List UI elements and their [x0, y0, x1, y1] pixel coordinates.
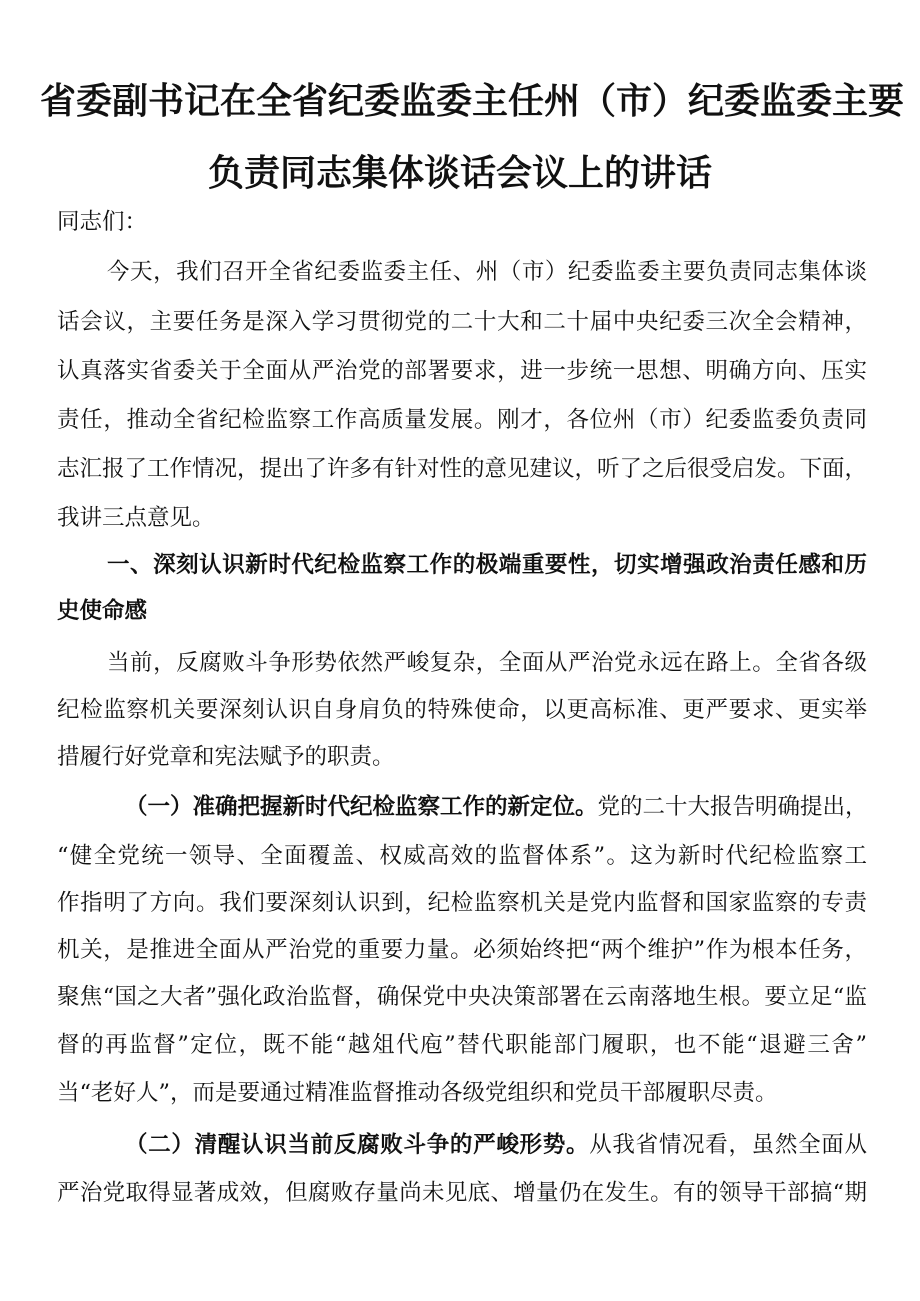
- intro-line: 今天，我们召开全省纪委监委主任、州（市）纪委监委主要负责同志集体谈: [107, 259, 867, 285]
- intro-line: 责任，推动全省纪检监察工作高质量发展。刚才，各位州（市）纪委监委负责同: [57, 407, 867, 433]
- intro-line: 话会议，主要任务是深入学习贯彻党的二十大和二十届中央纪委三次全会精神，: [57, 309, 867, 335]
- intro-line: 认真落实省委关于全面从严治党的部署要求，进一步统一思想、明确方向、压实: [57, 358, 867, 384]
- intro-line: 志汇报了工作情况，提出了许多有针对性的意见建议，听了之后很受启发。下面，: [57, 456, 868, 482]
- document-title-line-2: 负责同志集体谈话会议上的讲话: [207, 153, 712, 194]
- subsection-2-line: 严治党取得显著成效，但腐败存量尚未见底、增量仍在发生。有的领导干部搞“期: [57, 1180, 867, 1206]
- section-1-paragraph-line: 措履行好党章和宪法赋予的职责。: [57, 744, 395, 770]
- subsection-1-line: 聚焦“国之大者”强化政治监督，确保党中央决策部署在云南落地生根。要立足“监: [57, 984, 867, 1010]
- subsection-1-line: 作指明了方向。我们要深刻认识到，纪检监察机关是党内监督和国家监察的专责: [57, 890, 867, 916]
- section-1-paragraph-line: 当前，反腐败斗争形势依然严峻复杂，全面从严治党永远在路上。全省各级: [107, 650, 867, 676]
- subsection-2-heading: （二）清醒认识当前反腐败斗争的严峻形势。: [125, 1132, 590, 1158]
- section-1-heading: 史使命感: [57, 598, 148, 624]
- subsection-1-line: 督的再监督”定位，既不能“越俎代庖”替代职能部门履职，也不能“退避三舍”: [57, 1032, 867, 1058]
- subsection-1-heading: （一）准确把握新时代纪检监察工作的新定位。: [125, 794, 598, 820]
- subsection-1-line: “健全党统一领导、全面覆盖、权威高效的监督体系”。这为新时代纪检监察工: [57, 843, 867, 869]
- subsection-1-text: 党的二十大报告明确提出，: [597, 794, 868, 820]
- subsection-2-first-line: [125, 1128, 867, 1162]
- section-1-paragraph-line: 纪检监察机关要深刻认识自身肩负的特殊使命，以更高标准、更严要求、更实举: [57, 697, 867, 723]
- subsection-1-first-line: [125, 790, 867, 824]
- subsection-1-line: 机关，是推进全面从严治党的重要力量。必须始终把“两个维护”作为根本任务，: [57, 937, 867, 963]
- document-title-line-1: 省委副书记在全省纪委监委主任州（市）纪委监委主要: [40, 81, 905, 122]
- section-1-heading: 一、深刻认识新时代纪检监察工作的极端重要性，切实增强政治责任感和历: [107, 552, 867, 578]
- intro-line: 我讲三点意见。: [57, 505, 215, 531]
- subsection-2-text: 从我省情况看，虽然全面从: [589, 1132, 867, 1158]
- salutation: 同志们：: [57, 209, 148, 235]
- subsection-1-line: 当“老好人”，而是要通过精准监督推动各级党组织和党员干部履职尽责。: [57, 1080, 778, 1106]
